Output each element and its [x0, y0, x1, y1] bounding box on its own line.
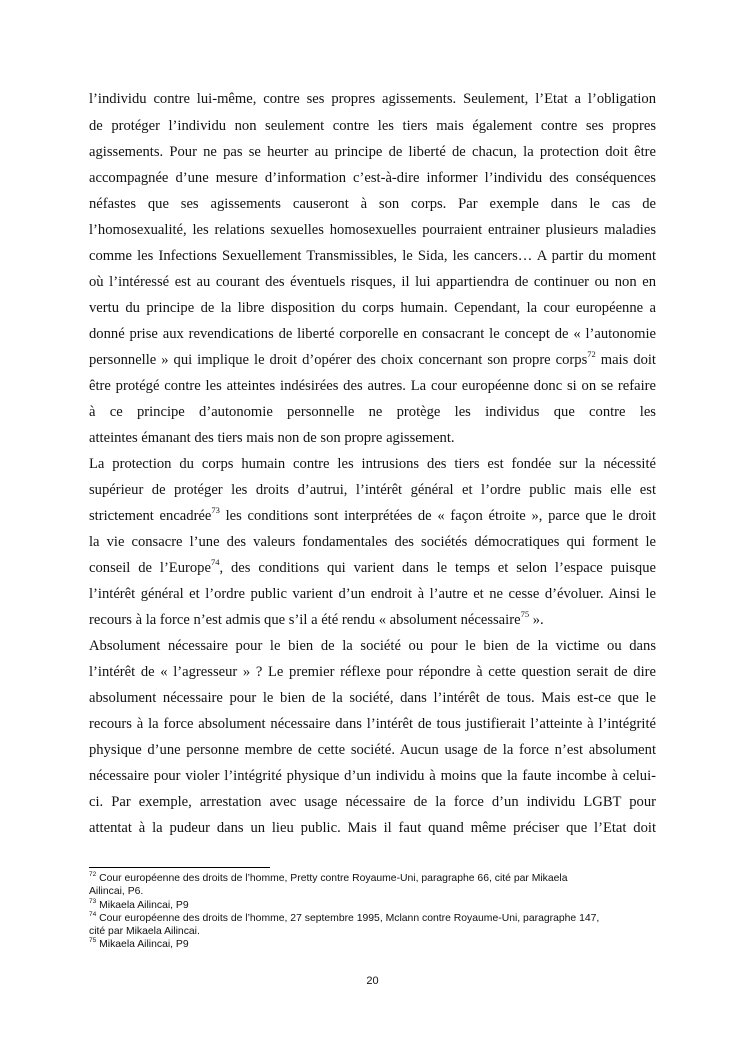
line-text: recours à la force n’est admis que s’il a été rendu « absolument nécessaire: [89, 612, 521, 628]
body-line: absolument nécessaire pour le bien de la société, dans l’intérêt de tous. Mais est-ce que le: [89, 690, 656, 706]
body-line: ci. Par exemple, arrestation avec usage nécessaire de la force d’un individu LGBT pour: [89, 794, 656, 810]
body-line: [89, 559, 656, 577]
body-line: où l’intéressé est au courant des éventuels risques, il lui appartiendra de continuer ou non en: [89, 274, 656, 290]
footnote-text: Cour européenne des droits de l’homme, Pretty contre Royaume-Uni, paragraphe 66, cité par Mikaela: [96, 873, 568, 884]
body-line: attentat à la pudeur dans un lieu public. Mais il faut quand même préciser que l’Etat doit: [89, 820, 656, 836]
footnote-number: 75: [89, 936, 97, 944]
body-line: [89, 351, 656, 369]
footnote-text: Mikaela Ailincai, P9: [96, 900, 189, 911]
footnote: [89, 885, 659, 898]
footnote: [89, 872, 659, 885]
body-line: nécessaire pour violer l’intégrité physique d’un individu à moins que la faute incombe à celui-: [89, 768, 656, 784]
body-line: vertu du principe de la libre disposition du corps humain. Cependant, la cour européenne a: [89, 300, 656, 316]
footnote-ref[interactable]: 73: [211, 505, 220, 516]
footnote-separator: [89, 867, 270, 868]
line-text: les conditions sont interprétées de « façon étroite », parce que le droit: [219, 508, 656, 524]
body-line: comme les Infections Sexuellement Transmissibles, le Sida, les cancers… A partir du moment: [89, 248, 656, 264]
footnote: [89, 938, 659, 951]
body-line: donné prise aux revendications de liberté corporelle en consacrant le concept de « l’autonomie: [89, 326, 656, 342]
body-line: La protection du corps humain contre les intrusions des tiers est fondée sur la nécessité: [89, 456, 656, 472]
line-text: conseil de l’Europe: [89, 560, 211, 576]
footnote: [89, 912, 659, 925]
footnote-number: 73: [89, 897, 97, 905]
body-line: Absolument nécessaire pour le bien de la société ou pour le bien de la victime ou dans: [89, 638, 656, 654]
body-line: atteintes émanant des tiers mais non de son propre agissement.: [89, 430, 455, 446]
body-line: être protégé contre les atteintes indésirées des autres. La cour européenne donc si on se refaire: [89, 378, 656, 394]
page-number: 20: [366, 975, 379, 987]
body-line: [89, 611, 656, 629]
body-line: supérieur de protéger les droits d’autrui, l’intérêt général et l’ordre public mais elle est: [89, 482, 656, 498]
footnote: [89, 925, 659, 938]
body-line: recours à la force absolument nécessaire dans l’intérêt de tous justifierait l’atteinte à l’intégrité: [89, 716, 656, 732]
line-text: mais doit: [595, 352, 656, 368]
body-line: l’intérêt de « l’agresseur » ? Le premier réflexe pour répondre à cette question serait de dire: [89, 664, 656, 680]
footnote-text: cité par Mikaela Ailincai.: [89, 926, 200, 937]
footnote-text: Ailincai, P6.: [89, 886, 144, 897]
footnote: [89, 899, 659, 912]
line-text: , des conditions qui varient dans le temps et selon l’espace puisque: [219, 560, 656, 576]
line-text: ».: [529, 612, 544, 628]
body-line: néfastes que ses agissements causeront à son corps. Par exemple dans le cas de: [89, 196, 656, 212]
footnote-number: 72: [89, 870, 97, 878]
footnote-text: Cour européenne des droits de l’homme, 27 septembre 1995, Mclann contre Royaume-Uni, paragraphe 147,: [96, 913, 600, 924]
body-line: à ce principe d’autonomie personnelle ne protège les individus que contre les: [89, 404, 656, 420]
body-line: la vie consacre l’une des valeurs fondamentales des sociétés démocratiques qui forment le: [89, 534, 656, 550]
body-line: l’homosexualité, les relations sexuelles homosexuelles pourraient entrainer plusieurs maladies: [89, 222, 656, 238]
footnote-ref[interactable]: 74: [210, 557, 220, 568]
body-line: l’intérêt général et l’ordre public varient d’un endroit à l’autre et ne cesse d’évoluer. Ainsi le: [89, 586, 656, 602]
footnote-ref[interactable]: 75: [520, 609, 530, 620]
body-line: de protéger l’individu non seulement contre les tiers mais également contre ses propres: [89, 118, 656, 134]
footnote-number: 74: [89, 910, 97, 918]
body-line: l’individu contre lui-même, contre ses propres agissements. Seulement, l’Etat a l’obligation: [89, 91, 656, 107]
line-text: strictement encadrée: [89, 508, 212, 524]
footnote-text: Mikaela Ailincai, P9: [96, 939, 189, 950]
body-line: physique d’une personne membre de cette société. Aucun usage de la force n’est absolument: [89, 742, 656, 758]
footnote-ref[interactable]: 72: [587, 349, 596, 360]
line-text: personnelle » qui implique le droit d’opérer des choix concernant son propre corps: [89, 352, 588, 368]
body-line: accompagnée d’une mesure d’information c’est-à-dire informer l’individu des conséquences: [89, 170, 656, 186]
body-line: agissements. Pour ne pas se heurter au principe de liberté de chacun, la protection doit être: [89, 144, 656, 160]
body-line: [89, 507, 656, 525]
